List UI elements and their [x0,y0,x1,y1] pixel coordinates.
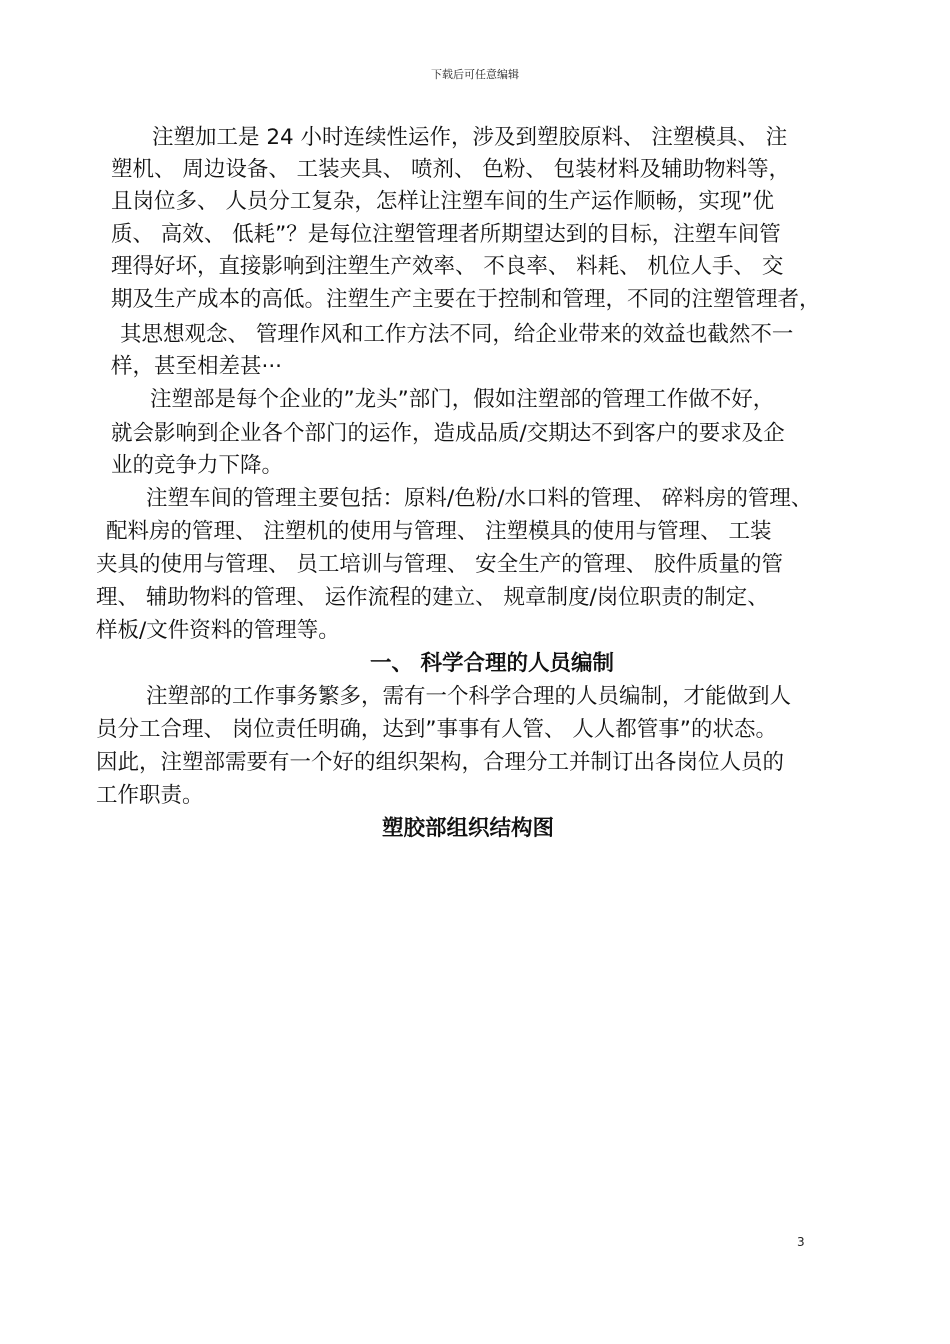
paragraph-1-line-5: 理得好坏，直接影响到注塑生产效率、 不良率、 料耗、 机位人手、 交 [111,254,784,279]
page-header-note: 下载后可任意编辑 [431,68,519,81]
paragraph-3-line-5: 样板/文件资料的管理等。 [96,618,340,643]
paragraph-3-line-4: 理、 辅助物料的管理、 运作流程的建立、 规章制度/岗位职责的制定、 [96,585,769,610]
paragraph-4-line-1: 注塑部的工作事务繁多，需有一个科学合理的人员编制，才能做到人 [146,684,792,709]
paragraph-1-line-2: 塑机、 周边设备、 工装夹具、 喷剂、 色粉、 包装材料及辅助物料等， [111,157,791,182]
paragraph-2-line-2: 就会影响到企业各个部门的运作，造成品质/交期达不到客户的要求及企 [111,421,785,446]
paragraph-2-line-3: 业的竞争力下降。 [111,453,284,478]
page-number: 3 [797,1235,805,1249]
paragraph-1-line-4: 质、 高效、 低耗”？是每位注塑管理者所期望达到的目标，注塑车间管 [111,222,781,247]
paragraph-3-line-2: 配料房的管理、 注塑机的使用与管理、 注塑模具的使用与管理、 工装 [106,519,772,544]
paragraph-1-line-1: 注塑加工是 24 小时连续性运作，涉及到塑胶原料、 注塑模具、 注 [152,125,788,150]
paragraph-1-line-6: 期及生产成本的高低。注塑生产主要在于控制和管理，不同的注塑管理者， [111,287,821,312]
paragraph-4-line-2: 员分工合理、 岗位责任明确，达到”事事有人管、 人人都管事”的状态。 [96,717,777,742]
paragraph-3-line-1: 注塑车间的管理主要包括：原料/色粉/水口料的管理、 碎料房的管理、 [146,486,813,511]
org-chart-title: 塑胶部组织结构图 [382,816,555,841]
paragraph-3-line-3: 夹具的使用与管理、 员工培训与管理、 安全生产的管理、 胶件质量的管 [96,552,784,577]
paragraph-4-line-4: 工作职责。 [96,783,204,808]
paragraph-2-line-1: 注塑部是每个企业的”龙头”部门，假如注塑部的管理工作做不好， [150,387,775,412]
paragraph-4-line-3: 因此，注塑部需要有一个好的组织架构，合理分工并制订出各岗位人员的 [96,750,785,775]
section-heading: 一、 科学合理的人员编制 [370,651,614,676]
paragraph-1-line-3: 且岗位多、 人员分工复杂，怎样让注塑车间的生产运作顺畅，实现”优 [111,189,774,214]
paragraph-1-line-8: 样，甚至相差甚··· [111,354,283,379]
paragraph-1-line-7: 其思想观念、 管理作风和工作方法不同，给企业带来的效益也截然不一 [120,322,794,347]
